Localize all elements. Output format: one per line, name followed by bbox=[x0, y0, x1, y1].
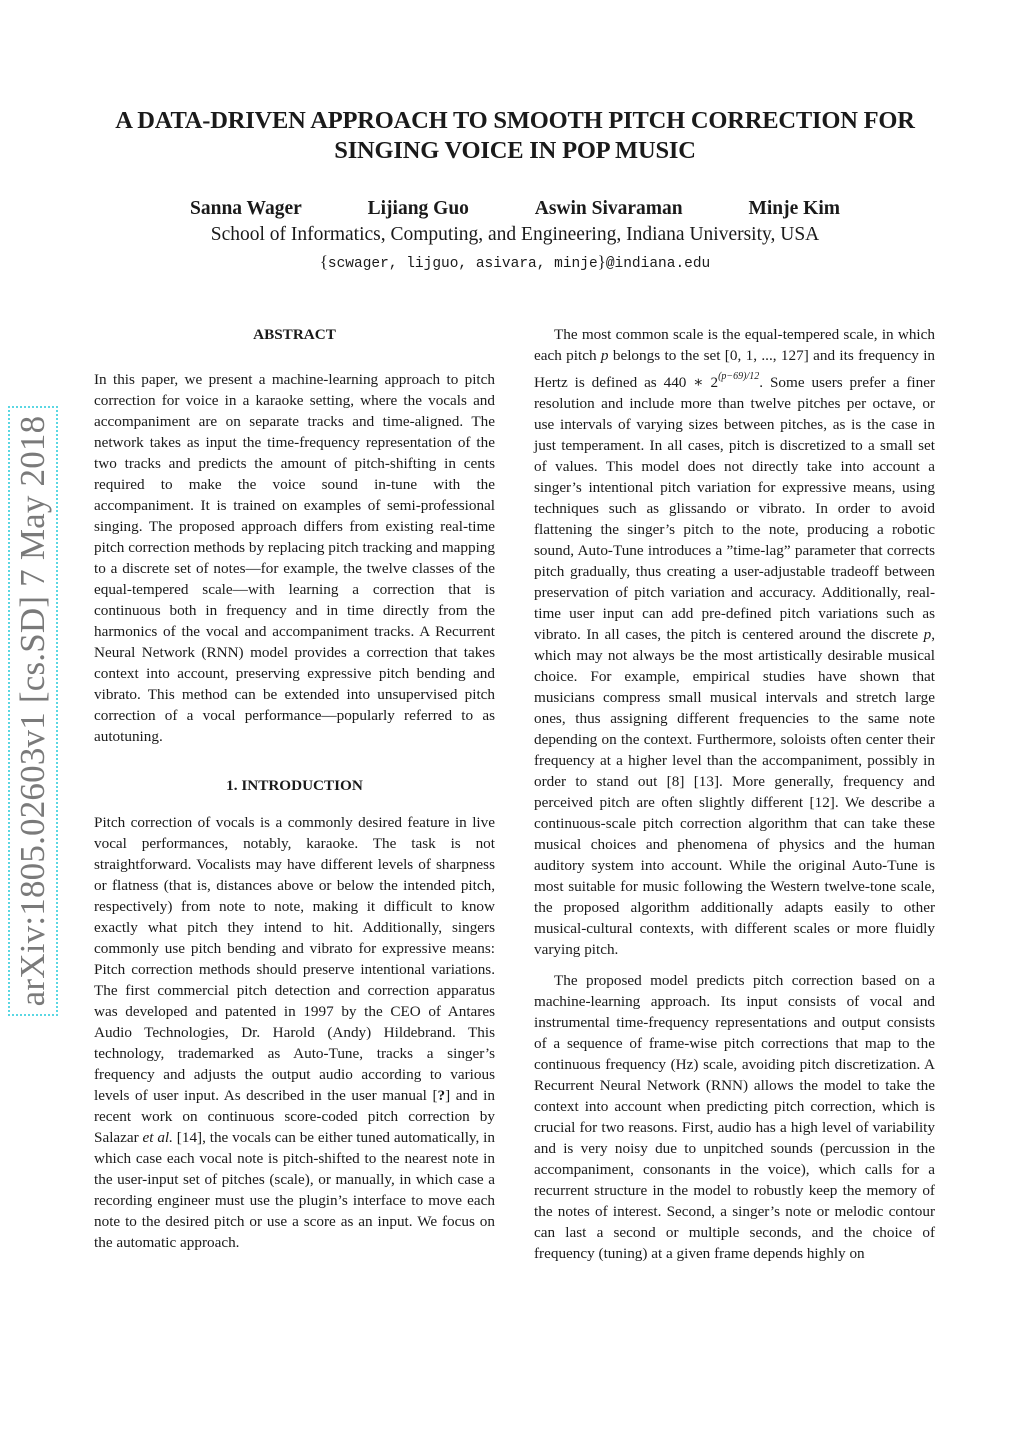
author-name: Aswin Sivaraman bbox=[534, 198, 683, 219]
author-name: Minje Kim bbox=[748, 198, 840, 219]
left-column bbox=[94, 324, 495, 1253]
paper-title bbox=[60, 106, 970, 166]
introduction-heading: 1. INTRODUCTION bbox=[226, 777, 363, 794]
email-brace-close: } bbox=[597, 252, 606, 271]
math-variable-p: p bbox=[600, 347, 609, 364]
citation-unresolved: ? bbox=[437, 1087, 446, 1104]
et-al: et al. bbox=[142, 1129, 173, 1146]
author-emails bbox=[60, 252, 970, 272]
author-name: Sanna Wager bbox=[190, 198, 302, 219]
author-name: Lijiang Guo bbox=[367, 198, 469, 219]
email-brace-open: { bbox=[319, 252, 328, 271]
math-exponent: (p−69)/12 bbox=[718, 371, 760, 382]
arxiv-identifier: arXiv:1805.02603v1 [cs.SD] 7 May 2018 bbox=[8, 406, 58, 1016]
author-list bbox=[150, 198, 880, 220]
email-users: scwager, lijguo, asivara, minje bbox=[327, 256, 598, 272]
introduction-paragraph-3: The proposed model predicts pitch correction based on a machine-learning approach. Its input consists of vocal and instrumental time-frequency representations and output consists of a sequence of frame-wise pitch corrections that map to the continuous frequency (Hz) scale, avoiding pitch discretization. A Recurrent Neural Network (RNN) allows the model to take the context into account when predicting pitch correction, which is crucial for two reasons. First, audio has a high level of variability and is very noisy due to unpitched sounds (percussion in the accompaniment, consonants in the voice), which calls for a recurrent structure in the model to robustly keep the memory of the notes of interest. Second, a singer’s note or melodic contour can last a second or multiple seconds, and the choice of frequency (tuning) at a given frame depends highly on bbox=[534, 972, 935, 1262]
email-domain: @indiana.edu bbox=[605, 256, 711, 272]
right-column bbox=[534, 324, 935, 1264]
introduction-paragraph-1: Pitch correction of vocals is a commonly desired feature in live vocal performances, notably, karaoke. The task is not straightforward. Vocalists may have different levels of sharpness or flatness (that is, distances above or below the intended pitch, respectively) from note to note, making it difficult to know exactly what pitch they intend to hit. Additionally, singers commonly use pitch bending and vibrato for expressive means: Pitch correction methods should preserve intentional variations. The first commercial pitch detection and correction apparatus was developed and patented in 1997 by the CEO of Antares Audio Technologies, Dr. Harold (Andy) Hildebrand. This technology, trademarked as Auto-Tune, tracks a singer’s frequency and adjusts the output audio according to various levels of user input. As described in the user manual [?] and in recent work on continuous score-coded pitch correction by Salazar et al. [14], the vocals can be either tuned automatically, in which case each vocal note is pitch-shifted to the nearest note in the user-input set of pitches (scale), or manually, in which case a recording engineer must use the plugin’s interface to move each note to the desired pitch or use a score as an input. We focus on the automatic approach. bbox=[94, 814, 495, 1251]
abstract-text: In this paper, we present a machine-learning approach to pitch correction for voice in a karaoke setting, where the vocals and accompaniment are on separate tracks and time-aligned. The network takes as input the time-frequency representation of the two tracks and predicts the amount of pitch-shifting in cents required to make the voice sound in-tune with the accompaniment. It is trained on examples of semi-professional singing. The proposed approach differs from existing real-time pitch correction methods by replacing pitch tracking and mapping to a discrete set of notes—for example, the twelve classes of the equal-tempered scale—with learning a correction that is continuous both in frequency and in time directly from the harmonics of the vocal and accompaniment tracks. A Recurrent Neural Network (RNN) model provides a correction that takes context into account, preserving expressive pitch bending and vibrato. This method can be extended into unsupervised pitch correction of a vocal performance—popularly referred to as autotuning. bbox=[94, 371, 495, 745]
introduction-paragraph-2: The most common scale is the equal-tempered scale, in which each pitch p belongs to the set [0, 1, ..., 127] and its frequency in Hertz is defined as 440 ∗ $2^{(p-69)/12}$. Some users prefer a finer resolution and include more than twelve pitches per octave, or use intervals of varying sizes between pitches, as is the case in just temperament. In all cases, pitch is discretized to a small set of values. This model does not directly take into account a singer’s intentional pitch variation for expressive means, using techniques such as glissando or vibrato. In order to avoid flattening the singer’s pitch to the note, producing a robotic sound, Auto-Tune introduces a ”time-lag” parameter that corrects pitch gradually, thus creating a user-adjustable tradeoff between preservation of pitch variation and accuracy. Additionally, real-time user input can add pre-defined pitch variations such as vibrato. In all cases, the pitch is centered around the discrete p, which may not always be the most artistically desirable musical choice. For example, empirical studies have shown that musicians compress small musical intervals and stretch large ones, thus assigning different frequencies to the same note depending on the context. Furthermore, soloists often center their frequency at a higher level than the accompaniment, possibly in order to stand out [8] [13]. More generally, frequency and perceived pitch are often slightly different [12]. We describe a continuous-scale pitch correction algorithm that can take these musical choices and phenomena of physics and the human auditory system into account. While the original Auto-Tune is most suitable for music following the Western twelve-tone scale, the proposed algorithm additionally adapts easily to other musical-cultural contexts, with different scales or more fluidly varying pitch. bbox=[534, 326, 936, 958]
title-line-1: A DATA-DRIVEN APPROACH TO SMOOTH PITCH CORRECTION FOR bbox=[115, 107, 915, 134]
math-variable-p: p bbox=[923, 626, 932, 643]
title-line-2: SINGING VOICE IN POP MUSIC bbox=[334, 137, 696, 164]
abstract-heading: ABSTRACT bbox=[253, 326, 336, 343]
affiliation: School of Informatics, Computing, and Engineering, Indiana University, USA bbox=[210, 224, 820, 245]
